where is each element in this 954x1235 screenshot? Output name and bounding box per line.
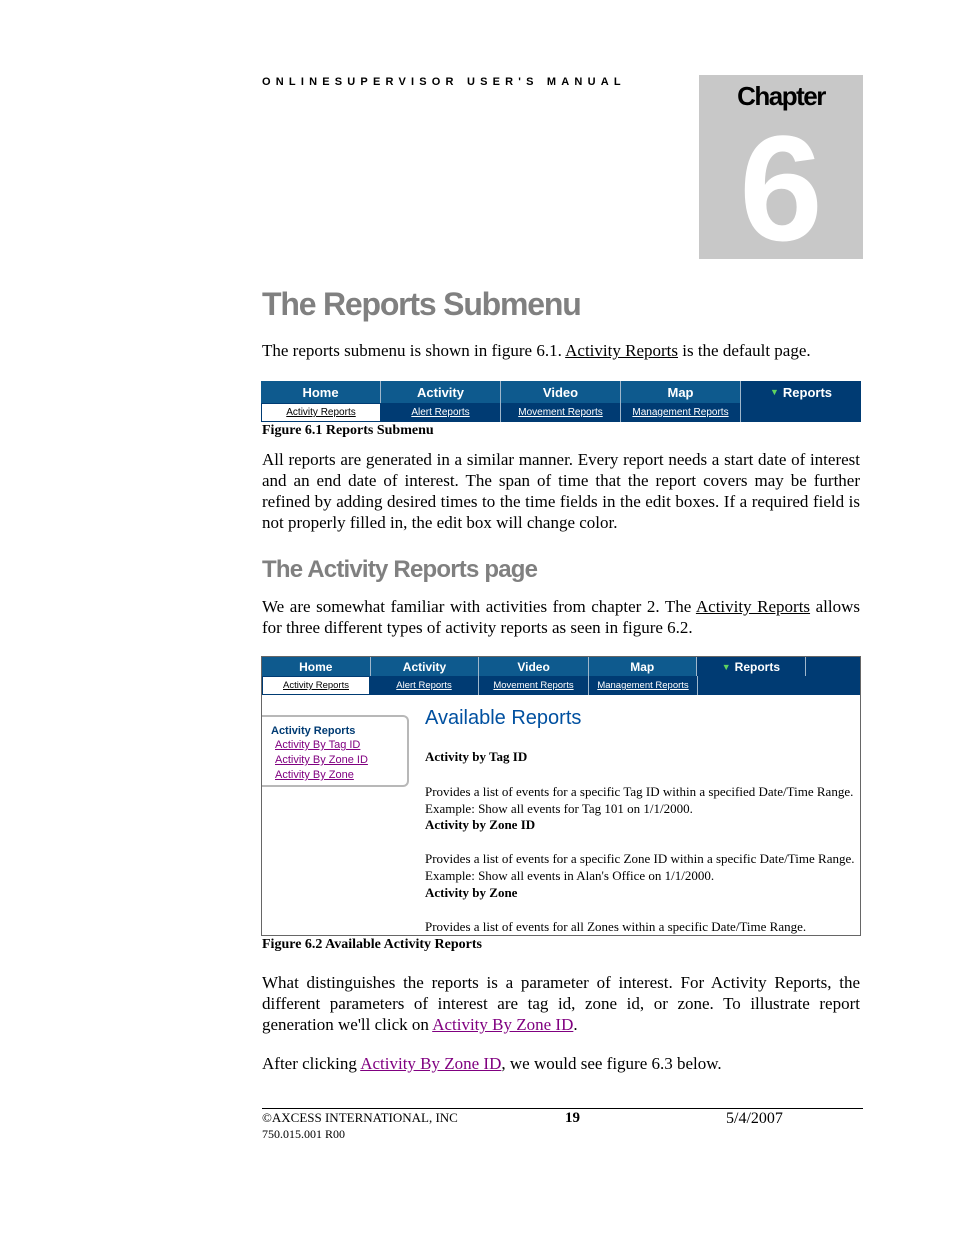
report-desc-zone: Provides a list of events for all Zones within a specific Date/Time Range.	[425, 919, 807, 934]
footer-rule	[262, 1108, 863, 1109]
nav-tab-map-2[interactable]: Map	[589, 657, 697, 676]
subtab-movement-reports[interactable]: Movement Reports	[501, 403, 621, 422]
figure1-caption: Figure 6.1 Reports Submenu	[262, 423, 434, 438]
figure-available-reports	[261, 656, 861, 936]
subtab-movement-reports-2[interactable]: Movement Reports	[479, 676, 589, 695]
report-name-zone: Activity by Zone	[425, 885, 518, 900]
chapter-number: 6	[739, 104, 823, 272]
parameter-text: What distinguishes the reports is a parameter of interest. For Activity Reports, the different parameters of interest are tag id, zone id, or zone. To illustrate report generation we'll click on	[262, 973, 860, 1034]
subtab-management-reports[interactable]: Management Reports	[621, 403, 741, 422]
subtab-activity-reports[interactable]: Activity Reports	[261, 403, 381, 422]
intro-text: The reports submenu is shown in figure 6.1.	[262, 341, 566, 360]
nav-tab-map[interactable]: Map	[621, 381, 741, 403]
main-nav-2	[262, 657, 860, 676]
activity-reports-link[interactable]: Activity Reports	[565, 341, 678, 360]
chapter-box	[699, 75, 863, 272]
figure2-caption: Figure 6.2 Available Activity Reports	[262, 937, 482, 952]
footer-doc-number: 750.015.001 R00	[262, 1127, 346, 1141]
sub-nav	[261, 403, 861, 422]
activity-intro-paragraph	[262, 596, 860, 638]
chapter-label: Chapter	[737, 81, 825, 111]
nav-tab-activity-2[interactable]: Activity	[371, 657, 480, 676]
activity-by-zone-id-link[interactable]: Activity By Zone ID	[432, 1015, 574, 1034]
report-desc-tag-id: Provides a list of events for a specific Tag ID within a specified Date/Time Range.	[425, 784, 854, 799]
nav-tab-reports[interactable]	[741, 381, 861, 403]
parameter-paragraph	[262, 972, 860, 1035]
subtab-activity-reports-2[interactable]: Activity Reports	[262, 676, 370, 695]
subtab-empty-2	[698, 676, 860, 695]
subtab-management-reports-2[interactable]: Management Reports	[589, 676, 698, 695]
main-nav	[261, 381, 861, 403]
subtab-empty	[741, 403, 861, 422]
sidebar-activity-reports	[262, 715, 409, 787]
triangle-down-icon: ▼	[769, 387, 779, 397]
nav-tab-home[interactable]: Home	[261, 381, 381, 403]
intro-paragraph	[262, 340, 860, 361]
after-click-text: After clicking	[262, 1054, 361, 1073]
nav-tab-reports-2[interactable]	[697, 657, 807, 676]
after-click-paragraph	[262, 1053, 860, 1074]
nav-tab-empty	[806, 657, 860, 676]
report-name-tag-id: Activity by Tag ID	[425, 749, 528, 764]
footer-page-number: 19	[565, 1110, 580, 1126]
footer-company: ©AXCESS INTERNATIONAL, INC	[262, 1110, 458, 1125]
triangle-down-icon: ▼	[721, 661, 731, 672]
figure-reports-submenu	[261, 381, 861, 422]
sub-nav-2	[262, 676, 860, 695]
nav-tab-reports-label: Reports	[782, 384, 833, 400]
intro-text-end: is the default page.	[678, 341, 811, 360]
footer-date: 5/4/2007	[726, 1110, 783, 1127]
nav-tab-video[interactable]: Video	[501, 381, 621, 403]
subtab-alert-reports[interactable]: Alert Reports	[381, 403, 501, 422]
sidebar-link-zone-id[interactable]: Activity By Zone ID	[275, 754, 368, 766]
activity-reports-link-2[interactable]: Activity Reports	[695, 597, 811, 616]
running-header: ONLINESUPERVISOR USER'S MANUAL	[262, 76, 626, 88]
section-title: The Reports Submenu	[262, 286, 581, 322]
report-name-zone-id: Activity by Zone ID	[425, 817, 536, 832]
activity-intro-text-end: allows for three different types of activity reports as seen in figure 6.2.	[262, 597, 861, 637]
sidebar-link-zone[interactable]: Activity By Zone	[275, 769, 354, 781]
nav-tab-reports-label-2: Reports	[734, 659, 781, 674]
sidebar-title: Activity Reports	[271, 725, 356, 737]
after-click-text-end: , we would see figure 6.3 below.	[501, 1054, 722, 1073]
report-example-tag-id: Example: Show all events for Tag 101 on 1/1/2000.	[425, 801, 693, 816]
activity-intro-text: We are somewhat familiar with activities from chapter 2. The	[262, 597, 696, 616]
nav-tab-activity[interactable]: Activity	[381, 381, 501, 403]
subsection-title: The Activity Reports page	[262, 556, 538, 583]
subtab-alert-reports-2[interactable]: Alert Reports	[370, 676, 479, 695]
body-paragraph: All reports are generated in a similar manner. Every report needs a start date of interest and an end date of interest. The span of time that the report covers may be further refined by adding desired times to the time fields in the edit boxes. If a required field is not properly filled in, the edit box will change color.	[262, 450, 860, 532]
sidebar-link-tag-id[interactable]: Activity By Tag ID	[275, 739, 361, 751]
parameter-text-end: .	[573, 1015, 578, 1034]
report-desc-zone-id: Provides a list of events for a specific Zone ID within a specific Date/Time Range.	[425, 851, 855, 866]
available-reports-heading: Available Reports	[425, 707, 582, 729]
nav-tab-video-2[interactable]: Video	[479, 657, 589, 676]
report-example-zone-id: Example: Show all events in Alan's Office on 1/1/2000.	[425, 868, 715, 883]
nav-tab-home-2[interactable]: Home	[262, 657, 371, 676]
activity-by-zone-id-link-2[interactable]: Activity By Zone ID	[360, 1054, 502, 1073]
